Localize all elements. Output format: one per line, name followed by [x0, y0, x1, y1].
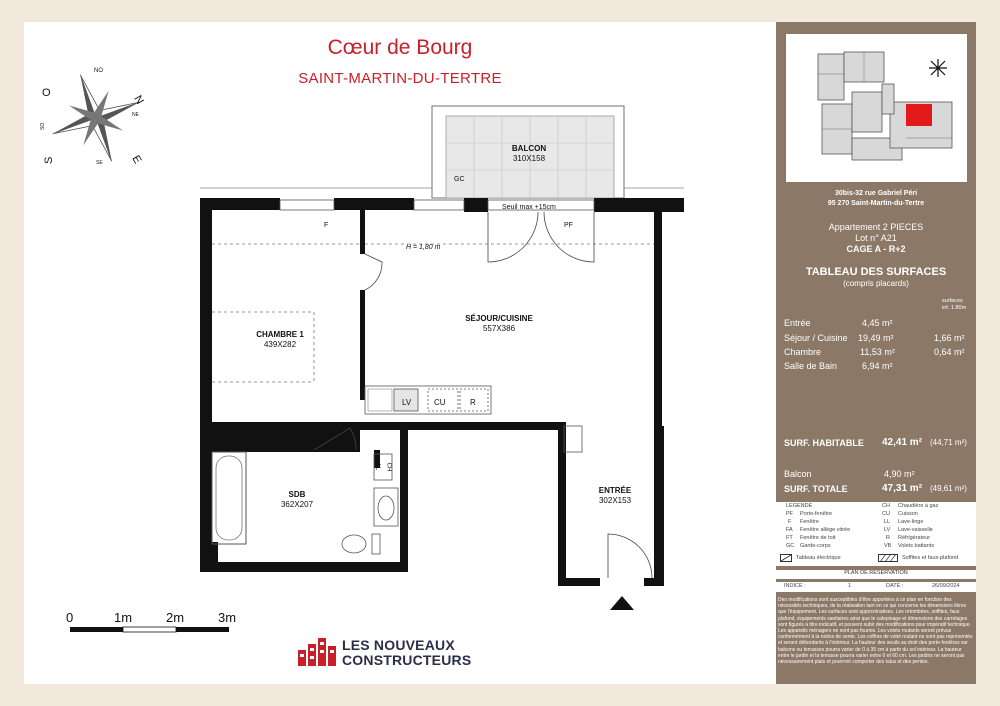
- electric-panel-icon: [780, 554, 792, 562]
- surface-row-sejour-area: 19,49 m²: [858, 333, 894, 343]
- legend-code-fa: FA: [786, 527, 793, 533]
- scale-label-1m: 1m: [114, 610, 133, 625]
- room-sejour-dims: 557X386: [482, 324, 516, 333]
- legend-text-gc: Garde-corps: [800, 543, 831, 549]
- scale-label-0: 0: [66, 610, 74, 625]
- surface-row-chambre-inf: 0,64 m²: [934, 347, 965, 357]
- surf-totale-value: 47,31 m²: [882, 483, 923, 494]
- floor-plan: [24, 22, 776, 684]
- company-logo-line2: CONSTRUCTEURS: [342, 652, 472, 668]
- threshold-label: Seuil max +15cm: [502, 204, 556, 211]
- room-sdb-name: SDB: [288, 490, 306, 499]
- cage-level: CAGE A - R+2: [846, 244, 906, 254]
- table-title: TABLEAU DES SURFACES: [805, 266, 947, 278]
- surface-row-sdb-name: Salle de Bain: [784, 361, 838, 371]
- appliance-lv: LV: [402, 398, 412, 407]
- surface-row-chambre-area: 11,53 m²: [860, 347, 895, 357]
- surface-row-sdb-area: 6,94 m²: [862, 361, 893, 371]
- scale-label-2m: 2m: [166, 610, 185, 625]
- legend-text-pf: Porte-fenêtre: [800, 511, 833, 517]
- column-note2: inf. 1.80m: [942, 305, 967, 311]
- legend-code-r: R: [886, 535, 890, 541]
- height-note: H = 1,80 m: [406, 244, 441, 251]
- info-panel: [776, 22, 976, 684]
- tableau-electrique-label: Tableau électrique: [796, 555, 841, 561]
- keymap-north-icon: [928, 58, 948, 78]
- appliance-ch: CH: [385, 462, 392, 472]
- legend-text-ft: Fenêtre de toit: [800, 535, 836, 541]
- legend-code-f: F: [788, 519, 792, 525]
- plan-type-label: PLAN DE RESERVATION: [844, 570, 908, 576]
- surf-habitable-extra: (44,71 m²): [930, 438, 967, 447]
- apartment-type: Appartement 2 PIECES: [828, 222, 924, 232]
- room-sejour-name: SÉJOUR/CUISINE: [465, 314, 533, 323]
- indice-label: INDICE :: [784, 583, 806, 589]
- room-sdb-dims: 362X207: [280, 500, 314, 509]
- date-label: DATE :: [886, 583, 904, 589]
- compass-label-no: NO: [94, 68, 103, 74]
- legend-code-ft: FT: [786, 535, 793, 541]
- legend-code-gc: GC: [786, 543, 795, 549]
- project-city: SAINT-MARTIN-DU-TERTRE: [298, 70, 502, 87]
- plan-type-bar: [776, 570, 976, 579]
- company-logo-line1: LES NOUVEAUX: [342, 637, 455, 653]
- legend-code-lv: LV: [884, 527, 891, 533]
- building-keymap: [786, 34, 967, 182]
- legend-text-ll: Lave-linge: [898, 519, 924, 525]
- legend-code-cu: CU: [882, 511, 890, 517]
- surf-totale-label: SURF. TOTALE: [784, 484, 848, 494]
- surface-row-entree-area: 4,45 m²: [862, 318, 893, 328]
- legend-title: LEGENDE: [786, 503, 813, 509]
- compass-label-ne: NE: [132, 112, 139, 118]
- compass-label-o: O: [42, 87, 51, 99]
- index-date-bar: [776, 582, 976, 592]
- surf-habitable-value: 42,41 m²: [882, 437, 923, 448]
- legend-text-ch: Chaudière à gaz: [898, 503, 939, 509]
- compass-label-so: SO: [40, 122, 46, 130]
- soffites-label: Soffites et faux-plafond: [902, 555, 959, 561]
- compass-label-s: S: [43, 156, 55, 164]
- company-logo-icon: [298, 638, 338, 666]
- balcon-value: 4,90 m²: [884, 469, 915, 479]
- appliance-cu: CU: [434, 398, 446, 407]
- disclaimer-text: Des modifications sont susceptibles d'être apportées à ce plan en fonction des nécessités techniques, de la réalisation tant en ce qui concerne les dimensions libres que l'équipement. Les surfaces sont approximatives. Les retombées, soffites, faux plafond, équipements sanitaires ainsi que le calepinage et dimensions des carrelages sont figurés à titre indicatif, et peuvent subir des modifications pour impératif technique. Les appareils ménagers ne sont pas fournis. Les volets roulants seront prévus conformément à la notice de vente. Les coffres de volet roulant ne sont pas représentés et seront débordants à l'intérieur. La hauteur des seuils au droit des porte-fenêtres sur balcons ou terrasses pourra varier de 0 à 35 cm à partir du sol intérieur. La hauteur entre le jardin et la terrasse pourra varier entre 0 et 60 cm. Les jardins ne seront pas nécessairement plats et pourront comporter des talus et des pentes.: [778, 597, 973, 666]
- gc-label: GC: [454, 176, 465, 183]
- surface-row-chambre-name: Chambre: [784, 347, 822, 357]
- soffite-hatch-icon: [878, 554, 898, 562]
- compass-label-n: N: [131, 93, 146, 107]
- legend-text-vb: Volets battants: [898, 543, 935, 549]
- pf-label: PF: [564, 222, 573, 229]
- surf-totale-extra: (49,61 m²): [930, 484, 967, 493]
- date-value: 26/09/2024: [932, 583, 960, 589]
- compass-label-se: SE: [96, 160, 103, 166]
- compass-label-e: E: [129, 153, 144, 166]
- address-line2: 95 270 Saint-Martin-du-Tertre: [827, 200, 925, 207]
- table-subtitle: (compris placards): [843, 279, 909, 288]
- room-balcon-dims: 310X158: [512, 154, 546, 163]
- legend-text-fa: Fenêtre allège vitrée: [800, 527, 851, 533]
- indice-value: 1: [848, 583, 852, 589]
- surf-habitable-label: SURF. HABITABLE: [784, 438, 864, 448]
- address-line1: 30bis-32 rue Gabriel Péri: [834, 190, 918, 197]
- appliance-ll: LL: [374, 463, 381, 471]
- lot-number: Lot n° A21: [855, 233, 897, 243]
- balcon-label: Balcon: [784, 469, 812, 479]
- plan-sheet: [24, 22, 776, 684]
- scale-label-3m: 3m: [218, 610, 237, 625]
- appliance-r: R: [470, 398, 476, 407]
- room-chambre-name: CHAMBRE 1: [256, 330, 304, 339]
- project-title: Cœur de Bourg: [327, 36, 473, 59]
- surface-row-entree-name: Entrée: [784, 318, 811, 328]
- legend-box: [776, 502, 976, 566]
- room-entree-dims: 302X153: [598, 496, 632, 505]
- surface-row-sejour-name: Séjour / Cuisine: [784, 333, 848, 343]
- legend-code-pf: PF: [786, 511, 794, 517]
- legend-text-r: Réfrigérateur: [898, 535, 931, 541]
- legend-code-vb: VB: [884, 543, 892, 549]
- legend-text-lv: Lave-vaisselle: [898, 527, 933, 533]
- legend-text-cu: Cuisson: [898, 511, 918, 517]
- f-label: F: [324, 222, 329, 229]
- legend-code-ch: CH: [882, 503, 890, 509]
- legend-code-ll: LL: [884, 519, 891, 525]
- column-note1: surfaces: [942, 298, 963, 304]
- room-entree-name: ENTRÉE: [598, 486, 632, 495]
- surface-row-sejour-inf: 1,66 m²: [934, 333, 965, 343]
- room-balcon-name: BALCON: [511, 144, 547, 153]
- room-chambre-dims: 439X282: [263, 340, 297, 349]
- legend-text-f: Fenêtre: [800, 519, 819, 525]
